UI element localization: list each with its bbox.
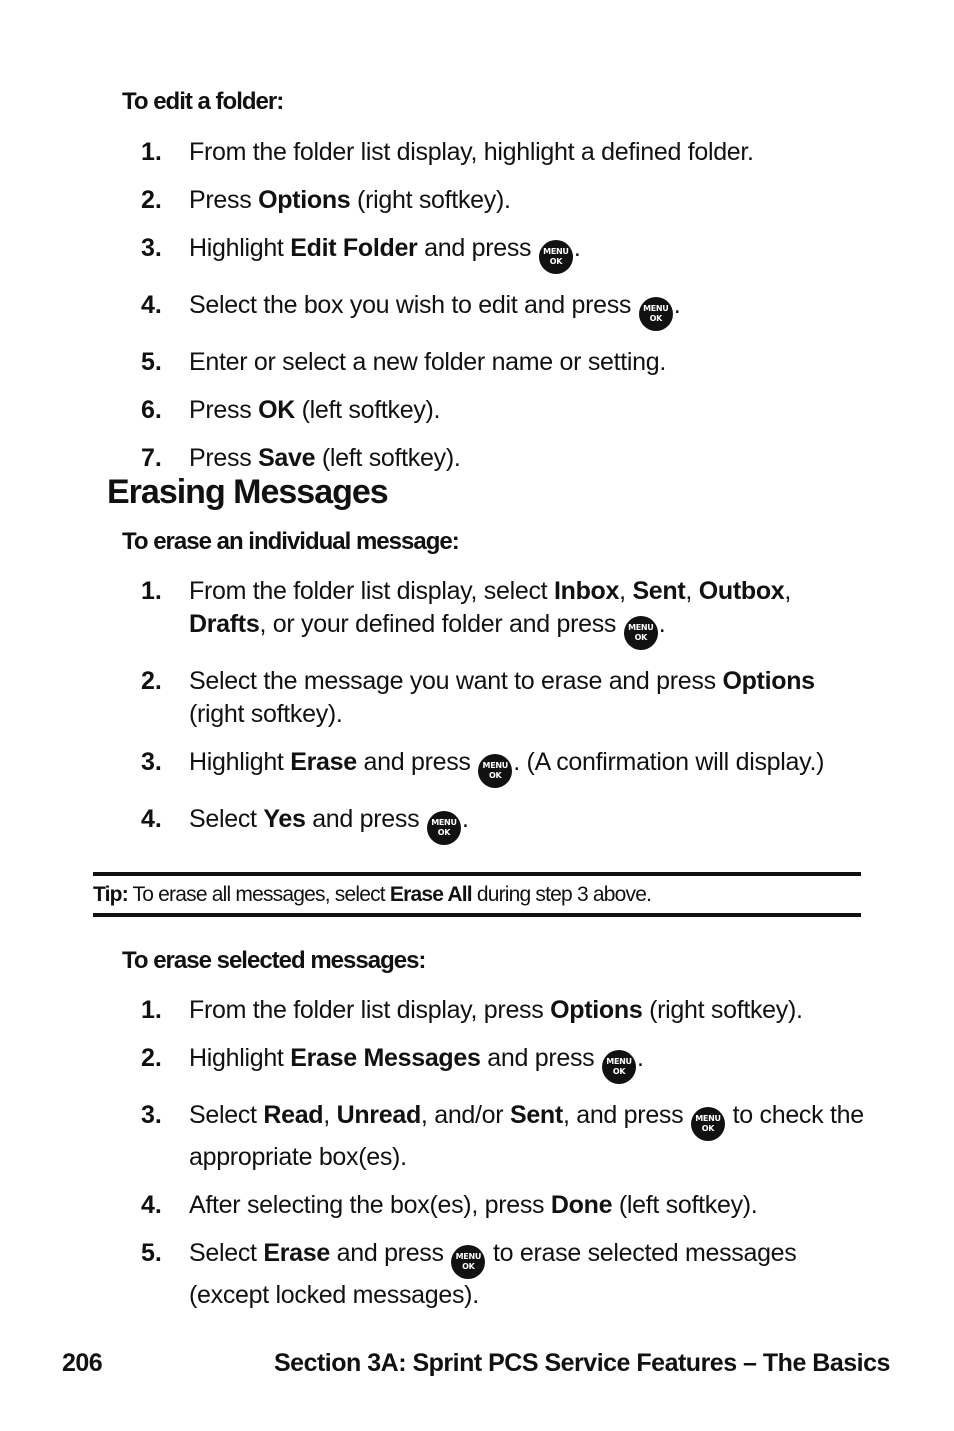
step-item xyxy=(0,394,869,427)
step-text-part: Highlight xyxy=(189,748,291,776)
step-text xyxy=(189,184,869,217)
step-text-part: to erase selected messages (except locked messages). xyxy=(189,1239,797,1309)
step-number: 5. xyxy=(141,348,162,376)
step-text-part: , xyxy=(323,1101,337,1129)
step-text-part: (right softkey). xyxy=(642,996,803,1024)
step-text xyxy=(189,665,869,731)
menu-key-label: MENU xyxy=(455,1252,482,1261)
step-text-part: . xyxy=(673,291,681,319)
bold-term: Sent xyxy=(509,1101,563,1129)
bold-term: Save xyxy=(258,444,316,472)
step-text-part: From the folder list display, press xyxy=(189,996,551,1024)
menu-ok-key-icon xyxy=(451,1245,485,1279)
step-text-part: Press xyxy=(189,396,259,424)
step-item xyxy=(0,346,869,379)
step-item xyxy=(0,1042,869,1084)
page-number: 206 xyxy=(62,1349,103,1377)
step-text-part: to check the appropriate box(es). xyxy=(189,1101,864,1171)
ok-key-label: OK xyxy=(437,828,451,837)
bold-term: Drafts xyxy=(189,610,260,638)
step-text-part: , xyxy=(685,577,699,605)
step-text-part: Select xyxy=(189,1101,264,1129)
step-text-part: , xyxy=(619,577,633,605)
step-text-part: . (A confirmation will display.) xyxy=(513,748,825,776)
step-item xyxy=(0,665,869,731)
step-text-part: . xyxy=(461,805,469,833)
step-text-part: From the folder list display, highlight a defined folder. xyxy=(189,138,754,166)
step-item xyxy=(0,575,869,650)
menu-key-label: MENU xyxy=(543,247,569,256)
step-item xyxy=(0,184,869,217)
step-number: 3. xyxy=(141,234,162,262)
step-text xyxy=(189,575,869,650)
ok-key-label: OK xyxy=(549,257,563,266)
step-text-part: Enter or select a new folder name or setting. xyxy=(189,348,667,376)
step-number: 3. xyxy=(141,748,162,776)
step-text-part: (left softkey). xyxy=(612,1191,758,1219)
step-text-part: , and/or xyxy=(420,1101,510,1129)
erase-individual-steps xyxy=(0,575,869,860)
bold-term: Inbox xyxy=(553,577,620,605)
step-text-part: Highlight xyxy=(189,1044,291,1072)
menu-ok-key-icon xyxy=(427,811,461,845)
step-item xyxy=(0,803,869,845)
menu-ok-key-icon xyxy=(539,240,573,274)
menu-key-label: MENU xyxy=(606,1057,632,1066)
bold-term: Yes xyxy=(263,805,306,833)
step-text-part: Select the box you wish to edit and press xyxy=(189,291,638,319)
step-text xyxy=(189,1042,869,1084)
step-text xyxy=(189,803,869,845)
step-text-part: Select xyxy=(189,805,264,833)
bold-term: Options xyxy=(722,667,815,695)
step-text-part: and press xyxy=(305,805,426,833)
bold-term: Erase xyxy=(263,1239,330,1267)
menu-key-label: MENU xyxy=(482,761,508,770)
ok-key-label: OK xyxy=(634,633,647,642)
step-number: 2. xyxy=(141,1044,162,1072)
menu-key-label: MENU xyxy=(431,818,457,827)
ok-key-label: OK xyxy=(649,314,662,323)
bold-term: Read xyxy=(263,1101,324,1129)
menu-ok-key-icon xyxy=(639,297,673,331)
erase-selected-title: To erase selected messages: xyxy=(122,947,426,974)
step-text-part: . xyxy=(658,610,666,638)
bold-term: Sent xyxy=(632,577,686,605)
step-number: 2. xyxy=(141,186,162,214)
step-text xyxy=(189,1237,869,1312)
edit-folder-steps xyxy=(0,136,869,490)
step-text-part: Select xyxy=(189,1239,264,1267)
step-text xyxy=(189,232,869,274)
step-text xyxy=(189,346,869,379)
footer-section-title: Section 3A: Sprint PCS Service Features – The Basics xyxy=(274,1349,890,1377)
step-text-part: Highlight xyxy=(189,234,291,262)
step-text-part: , and press xyxy=(562,1101,690,1129)
tip-bold: Erase All xyxy=(389,883,472,906)
tip-box xyxy=(93,872,861,917)
step-number: 7. xyxy=(141,444,162,472)
step-text-part: . xyxy=(573,234,581,262)
step-item xyxy=(0,136,869,169)
step-number: 4. xyxy=(141,805,162,833)
step-text xyxy=(189,994,869,1027)
step-text-part: Press xyxy=(189,444,259,472)
tip-text-after: during step 3 above. xyxy=(471,883,652,906)
step-text xyxy=(189,1099,869,1174)
menu-ok-key-icon xyxy=(691,1107,725,1141)
step-item xyxy=(0,232,869,274)
bold-term: OK xyxy=(258,396,295,424)
step-item xyxy=(0,1189,869,1222)
step-text-part: (right softkey). xyxy=(189,700,343,728)
bold-term: Outbox xyxy=(698,577,785,605)
step-text-part: (right softkey). xyxy=(350,186,511,214)
bold-term: Options xyxy=(550,996,643,1024)
step-text-part: Press xyxy=(189,186,259,214)
step-item xyxy=(0,289,869,331)
step-item xyxy=(0,1237,869,1312)
bold-term: Erase xyxy=(290,748,357,776)
step-text xyxy=(189,746,869,788)
step-item xyxy=(0,1099,869,1174)
bold-term: Done xyxy=(550,1191,613,1219)
erase-selected-steps xyxy=(0,994,869,1327)
step-number: 2. xyxy=(141,667,162,695)
step-number: 5. xyxy=(141,1239,162,1267)
ok-key-label: OK xyxy=(489,771,502,780)
tip-label: Tip: xyxy=(93,883,128,906)
step-item xyxy=(0,994,869,1027)
menu-key-label: MENU xyxy=(695,1114,721,1123)
bold-term: Unread xyxy=(336,1101,421,1129)
step-text-part: (left softkey). xyxy=(315,444,461,472)
step-text-part: After selecting the box(es), press xyxy=(189,1191,551,1219)
ok-key-label: OK xyxy=(462,1262,475,1271)
section-heading: Erasing Messages xyxy=(107,473,388,511)
step-text xyxy=(189,442,869,475)
step-text xyxy=(189,1189,869,1222)
menu-ok-key-icon xyxy=(602,1050,636,1084)
step-text-part: . xyxy=(637,1044,644,1072)
step-number: 1. xyxy=(141,577,162,605)
step-text-part: From the folder list display, select xyxy=(189,577,554,605)
step-text xyxy=(189,394,869,427)
menu-ok-key-icon xyxy=(624,616,658,650)
step-text-part: Select the message you want to erase and press xyxy=(189,667,723,695)
step-text-part: (left softkey). xyxy=(294,396,441,424)
step-number: 3. xyxy=(141,1101,162,1129)
step-text-part: and press xyxy=(329,1239,451,1267)
step-number: 1. xyxy=(141,996,162,1024)
step-number: 1. xyxy=(141,138,162,166)
step-text-part: , xyxy=(784,577,792,605)
step-item xyxy=(0,442,869,475)
step-text-part: and press xyxy=(417,234,538,262)
bold-term: Edit Folder xyxy=(290,234,418,262)
step-text-part: and press xyxy=(480,1044,602,1072)
step-number: 6. xyxy=(141,396,162,424)
step-item xyxy=(0,746,869,788)
menu-key-label: MENU xyxy=(628,623,654,632)
step-text-part: and press xyxy=(356,748,478,776)
edit-folder-title: To edit a folder: xyxy=(122,88,284,115)
step-text xyxy=(189,289,869,331)
step-number: 4. xyxy=(141,1191,162,1219)
step-text xyxy=(189,136,869,169)
ok-key-label: OK xyxy=(612,1067,626,1076)
bold-term: Options xyxy=(258,186,351,214)
erase-individual-title: To erase an individual message: xyxy=(122,528,459,555)
tip-text-before: To erase all messages, select xyxy=(127,883,390,906)
menu-key-label: MENU xyxy=(643,304,669,313)
step-number: 4. xyxy=(141,291,162,319)
ok-key-label: OK xyxy=(701,1124,715,1133)
menu-ok-key-icon xyxy=(478,754,512,788)
step-text-part: , or your defined folder and press xyxy=(259,610,623,638)
bold-term: Erase Messages xyxy=(290,1044,481,1072)
